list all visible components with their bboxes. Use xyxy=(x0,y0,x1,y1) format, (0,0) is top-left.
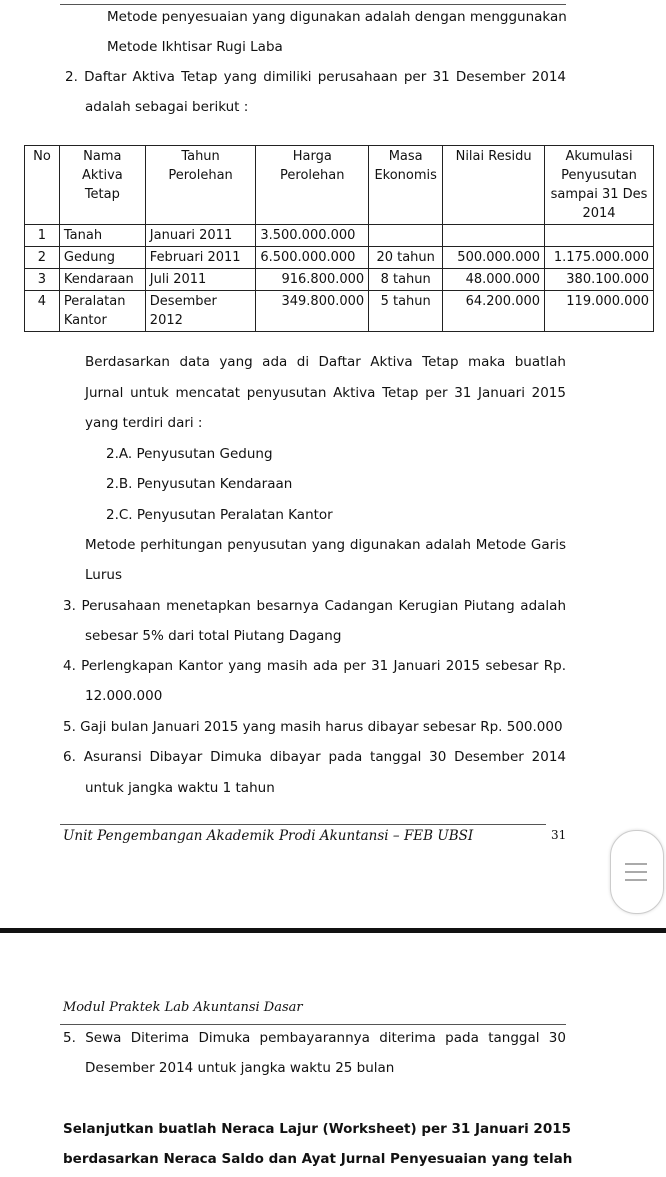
cell-akum xyxy=(545,225,654,247)
cell-masa: 20 tahun xyxy=(369,247,443,269)
item3-line-1: 3. Perusahaan menetapkan besarnya Cadangan Kerugian Piutang adalah xyxy=(63,598,566,614)
cell-tahun: Desember 2012 xyxy=(145,291,256,332)
item4-line-1: 4. Perlengkapan Kantor yang masih ada per 31 Januari 2015 sebesar Rp. xyxy=(63,658,566,674)
cell-residu: 500.000.000 xyxy=(443,247,545,269)
item3-line-2: sebesar 5% dari total Piutang Dagang xyxy=(85,628,342,644)
cell-nama: Gedung xyxy=(59,247,145,269)
sub-item-a: 2.A. Penyusutan Gedung xyxy=(106,446,273,462)
cell-no: 1 xyxy=(25,225,60,247)
menu-icon-line xyxy=(625,879,647,881)
table-row xyxy=(25,225,654,247)
table-row xyxy=(25,247,654,269)
cell-tahun: Juli 2011 xyxy=(145,269,256,291)
sub-item-b: 2.B. Penyusutan Kendaraan xyxy=(106,476,293,492)
method-line-1: Metode perhitungan penyusutan yang digunakan adalah Metode Garis xyxy=(85,537,566,553)
page-footer: Unit Pengembangan Akademik Prodi Akuntansi – FEB UBSI xyxy=(63,828,474,844)
cell-harga: 349.800.000 xyxy=(256,291,369,332)
header-masa: Masa Ekonomis xyxy=(369,146,443,225)
header-residu: Nilai Residu xyxy=(443,146,545,225)
top-rule xyxy=(60,4,566,5)
cell-residu: 48.000.000 xyxy=(443,269,545,291)
cell-tahun: Februari 2011 xyxy=(145,247,256,269)
header-tahun: Tahun Perolehan xyxy=(145,146,256,225)
sub-item-c: 2.C. Penyusutan Peralatan Kantor xyxy=(106,507,333,523)
fixed-assets-table xyxy=(24,145,654,332)
p2-bold-line-1: Selanjutkan buatlah Neraca Lajur (Worksheet) per 31 Januari 2015 xyxy=(63,1121,572,1137)
cell-nama: Tanah xyxy=(59,225,145,247)
cell-harga: 3.500.000.000 xyxy=(256,225,369,247)
cell-akum: 1.175.000.000 xyxy=(545,247,654,269)
footer-rule xyxy=(60,824,546,825)
page-header: Modul Praktek Lab Akuntansi Dasar xyxy=(63,1000,303,1015)
menu-icon-line xyxy=(625,871,647,873)
cell-masa xyxy=(369,225,443,247)
para1-line-1: Berdasarkan data yang ada di Daftar Aktiva Tetap maka buatlah xyxy=(85,354,566,370)
cell-no: 3 xyxy=(25,269,60,291)
cell-tahun: Januari 2011 xyxy=(145,225,256,247)
menu-icon xyxy=(625,863,647,865)
cell-residu xyxy=(443,225,545,247)
intro-line-1: Metode penyesuaian yang digunakan adalah dengan menggunakan xyxy=(107,9,567,25)
item6-line-1: 6. Asuransi Dibayar Dimuka dibayar pada tanggal 30 Desember 2014 xyxy=(63,749,566,765)
table-row xyxy=(25,291,654,332)
cell-no: 4 xyxy=(25,291,60,332)
header-akum: Akumulasi Penyusutan sampai 31 Des 2014 xyxy=(545,146,654,225)
cell-akum: 119.000.000 xyxy=(545,291,654,332)
header-rule xyxy=(60,1024,566,1025)
item5: 5. Gaji bulan Januari 2015 yang masih harus dibayar sebesar Rp. 500.000 xyxy=(63,719,563,735)
cell-akum: 380.100.000 xyxy=(545,269,654,291)
cell-harga: 6.500.000.000 xyxy=(256,247,369,269)
item6-line-2: untuk jangka waktu 1 tahun xyxy=(85,780,275,796)
para1-line-3: yang terdiri dari : xyxy=(85,415,203,431)
cell-no: 2 xyxy=(25,247,60,269)
page-divider xyxy=(0,928,666,933)
cell-residu: 64.200.000 xyxy=(443,291,545,332)
header-harga: Harga Perolehan xyxy=(256,146,369,225)
item4-line-2: 12.000.000 xyxy=(85,688,163,704)
table-header-row xyxy=(25,146,654,225)
table-row xyxy=(25,269,654,291)
intro-line-2: Metode Ikhtisar Rugi Laba xyxy=(107,39,283,55)
cell-masa: 5 tahun xyxy=(369,291,443,332)
cell-nama: Kendaraan xyxy=(59,269,145,291)
item2-line-2: adalah sebagai berikut : xyxy=(85,99,249,115)
method-line-2: Lurus xyxy=(85,567,122,583)
scroll-menu-button[interactable] xyxy=(610,830,664,914)
header-no: No xyxy=(25,146,60,225)
cell-nama: Peralatan Kantor xyxy=(59,291,145,332)
p2-item5-line-2: Desember 2014 untuk jangka waktu 25 bulan xyxy=(85,1060,395,1076)
cell-harga: 916.800.000 xyxy=(256,269,369,291)
cell-masa: 8 tahun xyxy=(369,269,443,291)
header-nama: Nama Aktiva Tetap xyxy=(59,146,145,225)
p2-item5-line-1: 5. Sewa Diterima Dimuka pembayarannya diterima pada tanggal 30 xyxy=(63,1030,566,1046)
page-number: 31 xyxy=(551,828,567,842)
para1-line-2: Jurnal untuk mencatat penyusutan Aktiva Tetap per 31 Januari 2015 xyxy=(85,385,566,401)
item2-line-1: 2. Daftar Aktiva Tetap yang dimiliki perusahaan per 31 Desember 2014 xyxy=(65,69,566,85)
p2-bold-line-2: berdasarkan Neraca Saldo dan Ayat Jurnal Penyesuaian yang telah xyxy=(63,1151,573,1167)
